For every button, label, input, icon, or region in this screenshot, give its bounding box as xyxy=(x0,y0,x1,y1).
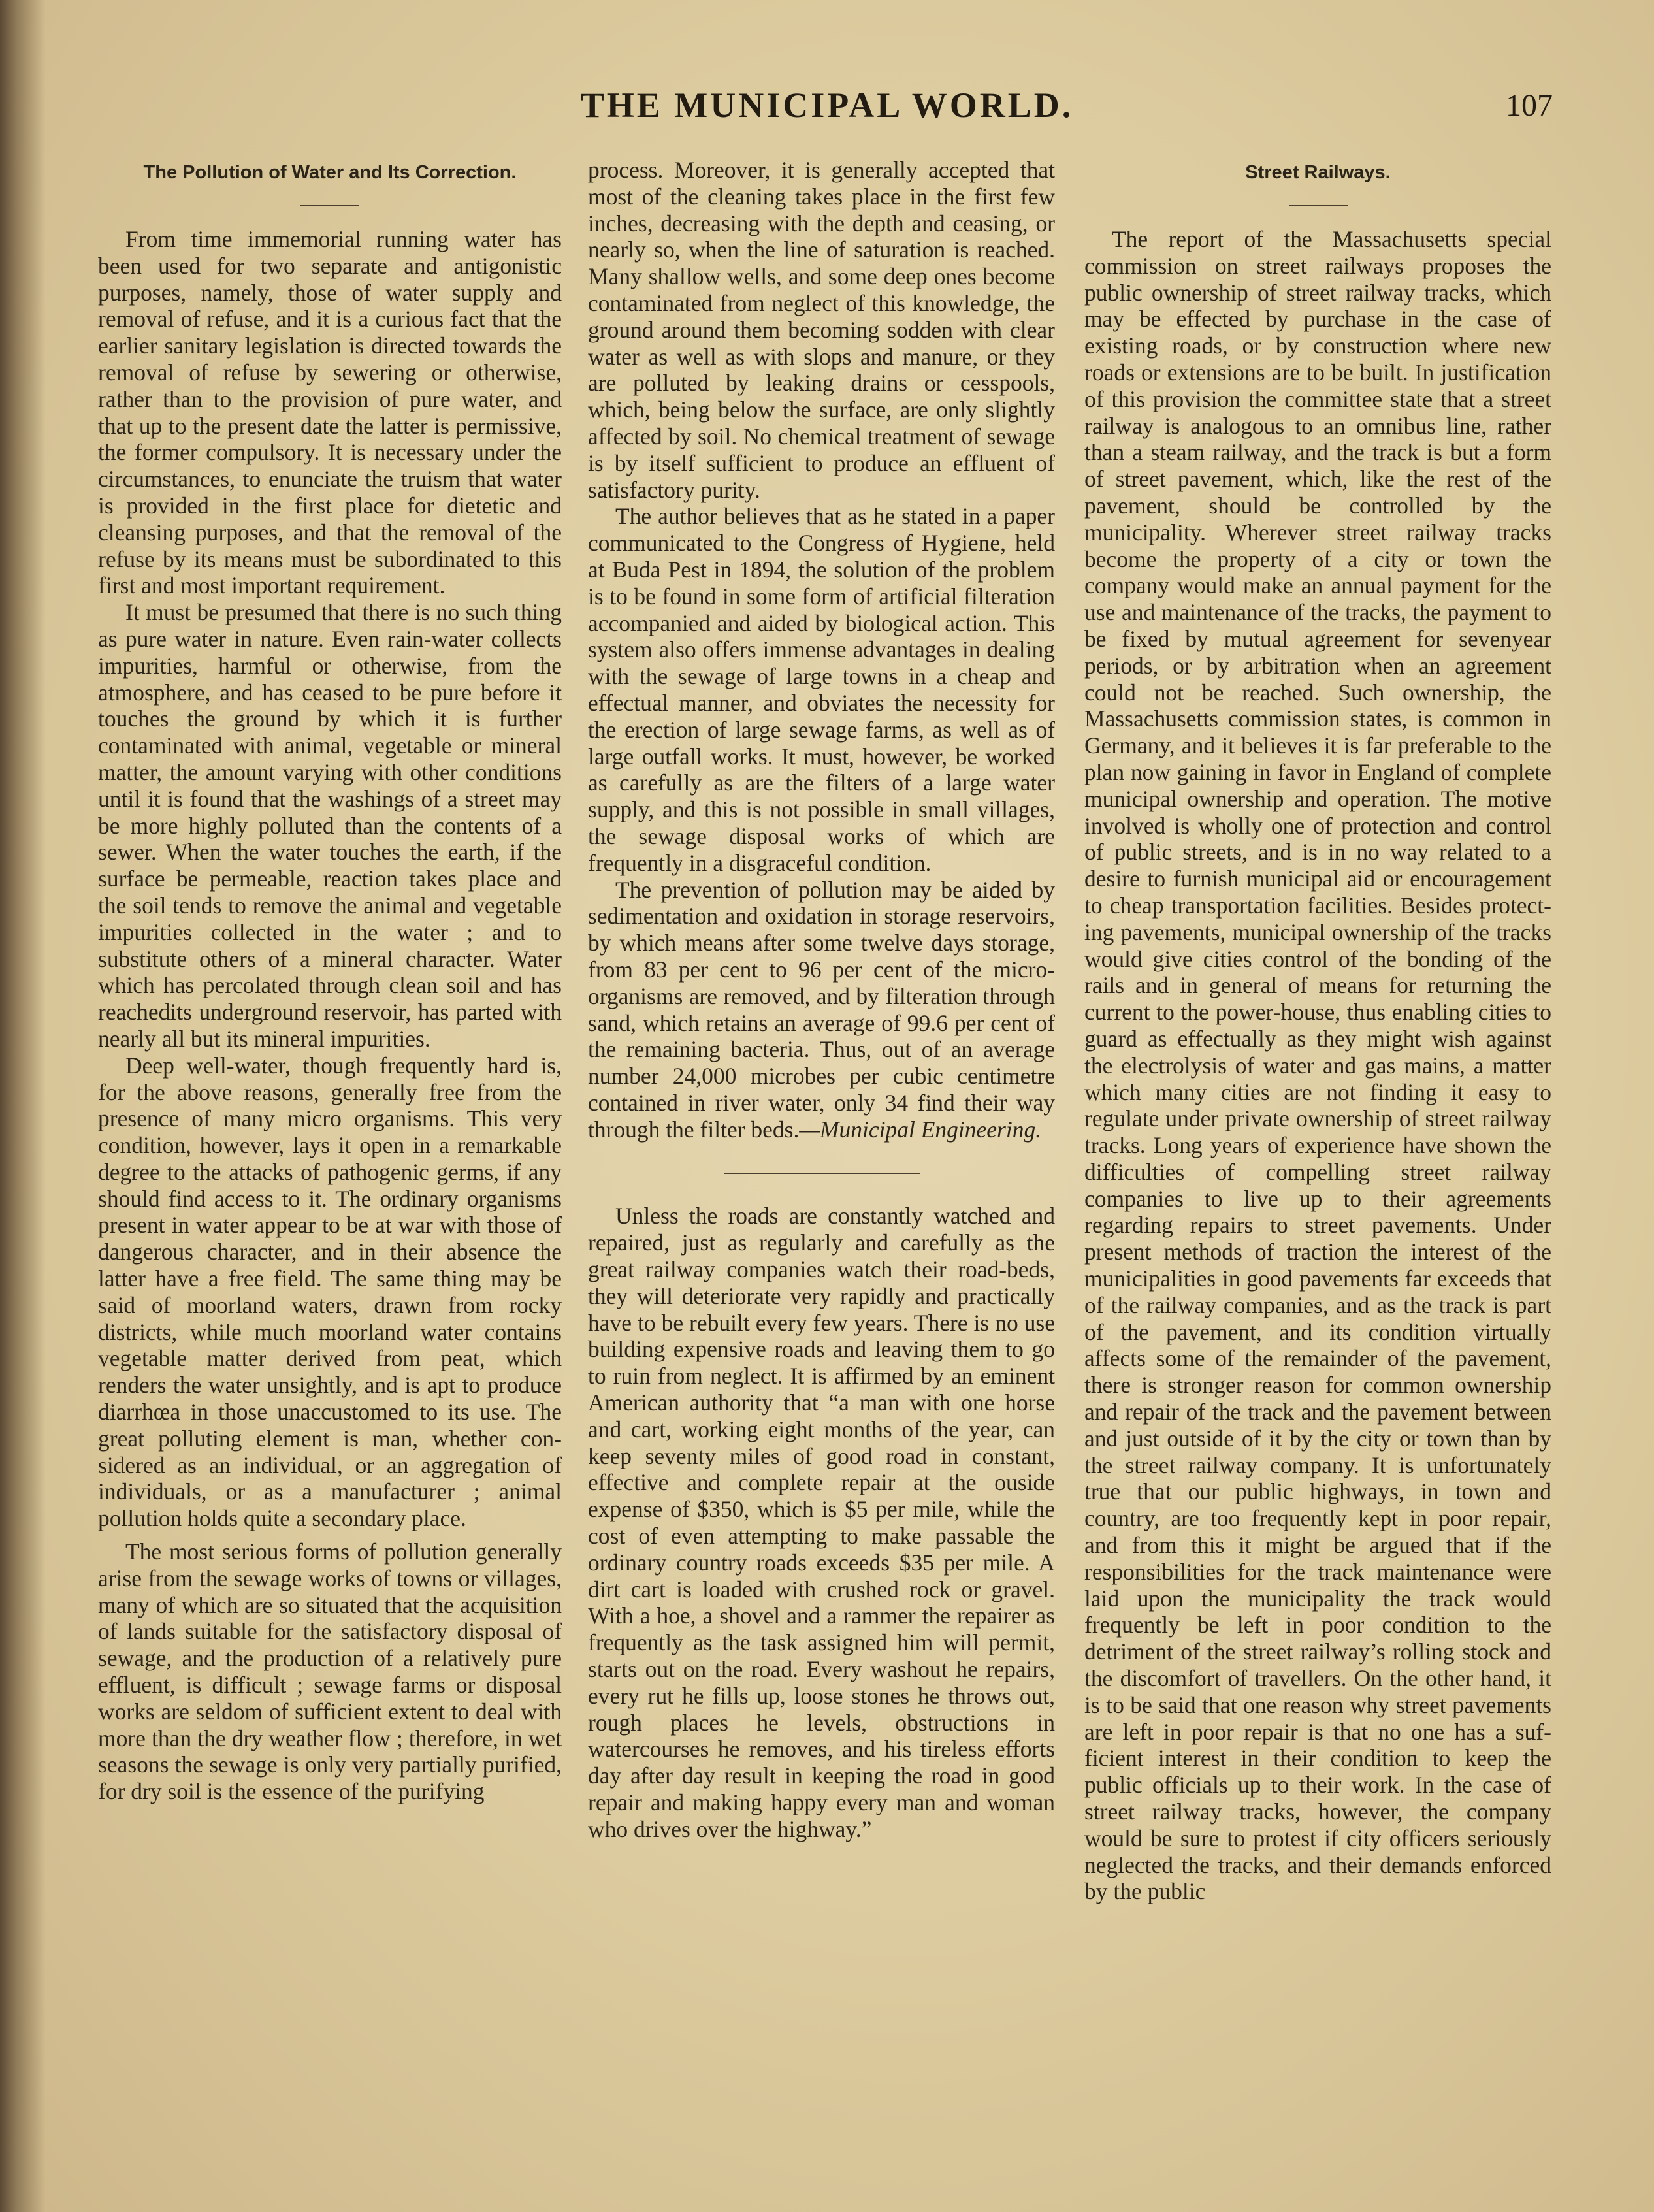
column-2 xyxy=(588,157,1055,2117)
column-1 xyxy=(98,157,562,2117)
article-paragraph: From time immemorial running water has been used for two separate and antigonistic purposes, namely, those of water supply and removal of refuse, and it is a curious fact that the earlier sanitary legislation is directed towards the removal of refuse by sewering or otherwise, rather than to the provision of pure water, and that up to the present date the latter is permissive, the former compulsory. It is necessary under the circumstances, to enunciate the truism that water is provided in the first place for dietetic and cleansing purposes, and that the removal of the refuse by its means must be subordinated to this first and most important requirement. xyxy=(98,226,562,599)
article-paragraph: The most serious forms of pollution generally arise from the sewage works of towns or villages, many of which are so situated that the acquisition of lands suitable for the satisfactory disposal of sewage, and the production of a relatively pure effluent, is difficult ; sewage farms or disposal works are seldom of sufficient extent to deal with more than the dry weather flow ; therefore, in wet seasons the sewage is only very partially purified, for dry soil is the essence of the purifying xyxy=(98,1538,562,1805)
article-paragraph: It must be presumed that there is no such thing as pure water in nature. Even rain-water collects impurities, harmful or otherwise, from the atmosphere, and has ceased to be pure before it touches the ground by which it is further contaminated with animal, vegetable or mineral matter, the amount varying with other conditions until it is found that the washings of a street may be more highly polluted than the contents of a sewer. When the water touches the earth, if the surface be permeable, reaction takes place and the soil tends to remove the animal and vegetable impurities collected in the water ; and to substitute others of a mineral character. Water which has percolated through clean soil and has reachedits underground reservoir, has parted with nearly all but its mineral impurities. xyxy=(98,599,562,1052)
article-paragraph: The author believes that as he stated in a paper communicated to the Congress of Hygiene, held at Buda Pest in 1894, the solution of the problem is to be found in some form of artificial filteration accompanied and aided by biological action. This system also offers immense advantages in dealing with the sewage of large towns in a cheap and effectual manner, and obviates the necessity for the erection of large sewage farms, as well as of large outfall works. It must, however, be worked as carefully as are the filters of a large water supply, and this is not possible in small villages, the sewage disposal works of which are frequently in a disgraceful condition. xyxy=(588,503,1055,876)
paragraph-text: The prevention of pollution may be aided by sedimentation and oxidation in storage reservoirs, by which means after some twelve days storage, from 83 per cent to 96 per cent of the micro-organisms are removed, and by filteration through sand, which retains an average of 99.6 per cent of the remaining bacteria. Thus, out of an average number 24,000 microbes per cubic centimetre contained in river water, only 34 find their way through the filter beds. xyxy=(588,876,1055,1143)
binding-shadow xyxy=(0,0,46,2212)
article-paragraph xyxy=(588,877,1055,1143)
column-3 xyxy=(1084,157,1551,2117)
title-divider xyxy=(300,205,359,206)
title-divider xyxy=(1289,205,1348,206)
article-paragraph: Deep well-water, though frequently hard is, for the above reasons, generally free from the presence of many micro organisms. This very condition, however, lays it open in a remarkable degree to the attacks of pathogenic germs, if any should find access to it. The ordinary organisms present in water appear to be at war with those of dangerous character, and in their absence the latter have a free field. The same thing may be said of moorland waters, drawn from rocky districts, while much moorland water contains vegetable matter derived from peat, which renders the water unsightly, and is apt to produce diarrhœa in those unaccustomed to its use. The great polluting element is man, whether considered as an individual, or an aggregation of individuals, or as a manufacturer ; animal pollution holds quite a secondary place. xyxy=(98,1052,562,1532)
page-number: 107 xyxy=(1506,88,1553,123)
article-divider xyxy=(724,1173,920,1174)
article-title-street-railways: Street Railways. xyxy=(1245,162,1391,183)
article-paragraph-roads: Unless the roads are constantly watched and repaired, just as regularly and carefully as the great railway companies watch their road-beds, they will deteriorate very rapidly and practically have to be rebuilt every few years. There is no use building expensive roads and leaving them to go to ruin from neglect. It is affirmed by an eminent American authority that “a man with one horse and cart, working eight months of the year, can keep seventy miles of good road in constant, effective and complete repair at the ouside expense of $350, which is $5 per mile, while the cost of even attempting to make passable the ordinary country roads exceeds $35 per mile. A dirt cart is loaded with crushed rock or gravel. With a hoe, a shovel and a rammer the repairer as frequently as the task assigned him will permit, starts out on the road. Every washout he repairs, every rut he fills up, loose stones he throws out, rough places he levels, obstructions in watercourses he removes, and his tireless efforts day after day result in keeping the road in good repair and making happy every man and woman who drives over the highway.” xyxy=(588,1203,1055,1842)
page-header xyxy=(0,85,1654,137)
article-paragraph-continued: process. Moreover, it is generally accepted that most of the cleaning takes place in the first few inches, decreasing with the depth and ceasing, or nearly so, when the line of saturation is reached. Many shallow wells, and some deep ones become contaminated from neglect of this knowledge, the ground around them becoming sodden with clear water as well as with slops and manure, or they are polluted by leaking drains or cesspools, which, being below the surface, are only slightly affected by soil. No chemical treatment of sewage is by itself sufficient to produce an effluent of satisfactory purity. xyxy=(588,157,1055,503)
journal-title: THE MUNICIPAL WORLD. xyxy=(580,86,1074,125)
article-source: —Municipal Engineering. xyxy=(799,1116,1042,1143)
article-title-water-pollution: The Pollution of Water and Its Correction. xyxy=(143,162,517,183)
article-paragraph: The report of the Massachusetts special commission on street railways proposes the public ownership of street railway tracks, which may be effected by purchase in the case of existing roads, or by construction where new roads or extensions are to be built. In justification of this provision the committee state that a street railway is analogous to an omnibus line, rather than a steam railway, and the track is but a form of street pavement, which, like the rest of the pavement, should be controlled by the municipality. Wherever street railway tracks become the property of a city or town the company would make an annual payment for the use and maintenance of the tracks, the payment to be fixed by mutual agreement for sevenyear periods, or by arbitration when an agreement could not be reached. Such ownership, the Massachusetts commission states, is common in Germany, and it believes it is far preferable to the plan now gaining in favor in England of complete municipal ownership and operation. The motive involved is wholly one of protection and control of public streets, and is in no way related to a desire to furnish municipal aid or encouragement to cheap transportation facilities. Besides protecting pavements, municipal ownership of the tracks would give cities control of the bonding of the rails and in general of means for returning the current to the power-house, thus enabling cities to guard as effectually as they might wish against the electrolysis of water and gas mains, a matter which many cities are not finding it easy to regulate under private ownership of street railway tracks. Long years of experience have shown the difficulties of compelling street railway companies to live up to their agreements regarding repairs to street pavements. Under present methods of traction the interest of the municipalities in good pavements far exceeds that of the railway companies, and as the track is part of the pavement, and its condition virtually affects some of the remainder of the pavement, there is stronger reason for common ownership and repair of the track and the pavement between and just outside of it by the city or town than by the street railway company. It is unfortunately true that our public highways, in town and country, are too frequently kept in poor repair, and from this it might be argued that if the responsibilities for the track maintenance were laid upon the municipality the track would frequently be left in poor condition to the detriment of the street railway’s rolling stock and the discomfort of travellers. On the other hand, it is to be said that one reason why street pavements are left in poor repair is that no one has a sufficient interest in their condition to keep the public officials up to their work. In the case of street railway tracks, however, the company would be sure to protest if city officers seriously neglected the tracks, and their demands enforced by the public xyxy=(1084,226,1551,1905)
